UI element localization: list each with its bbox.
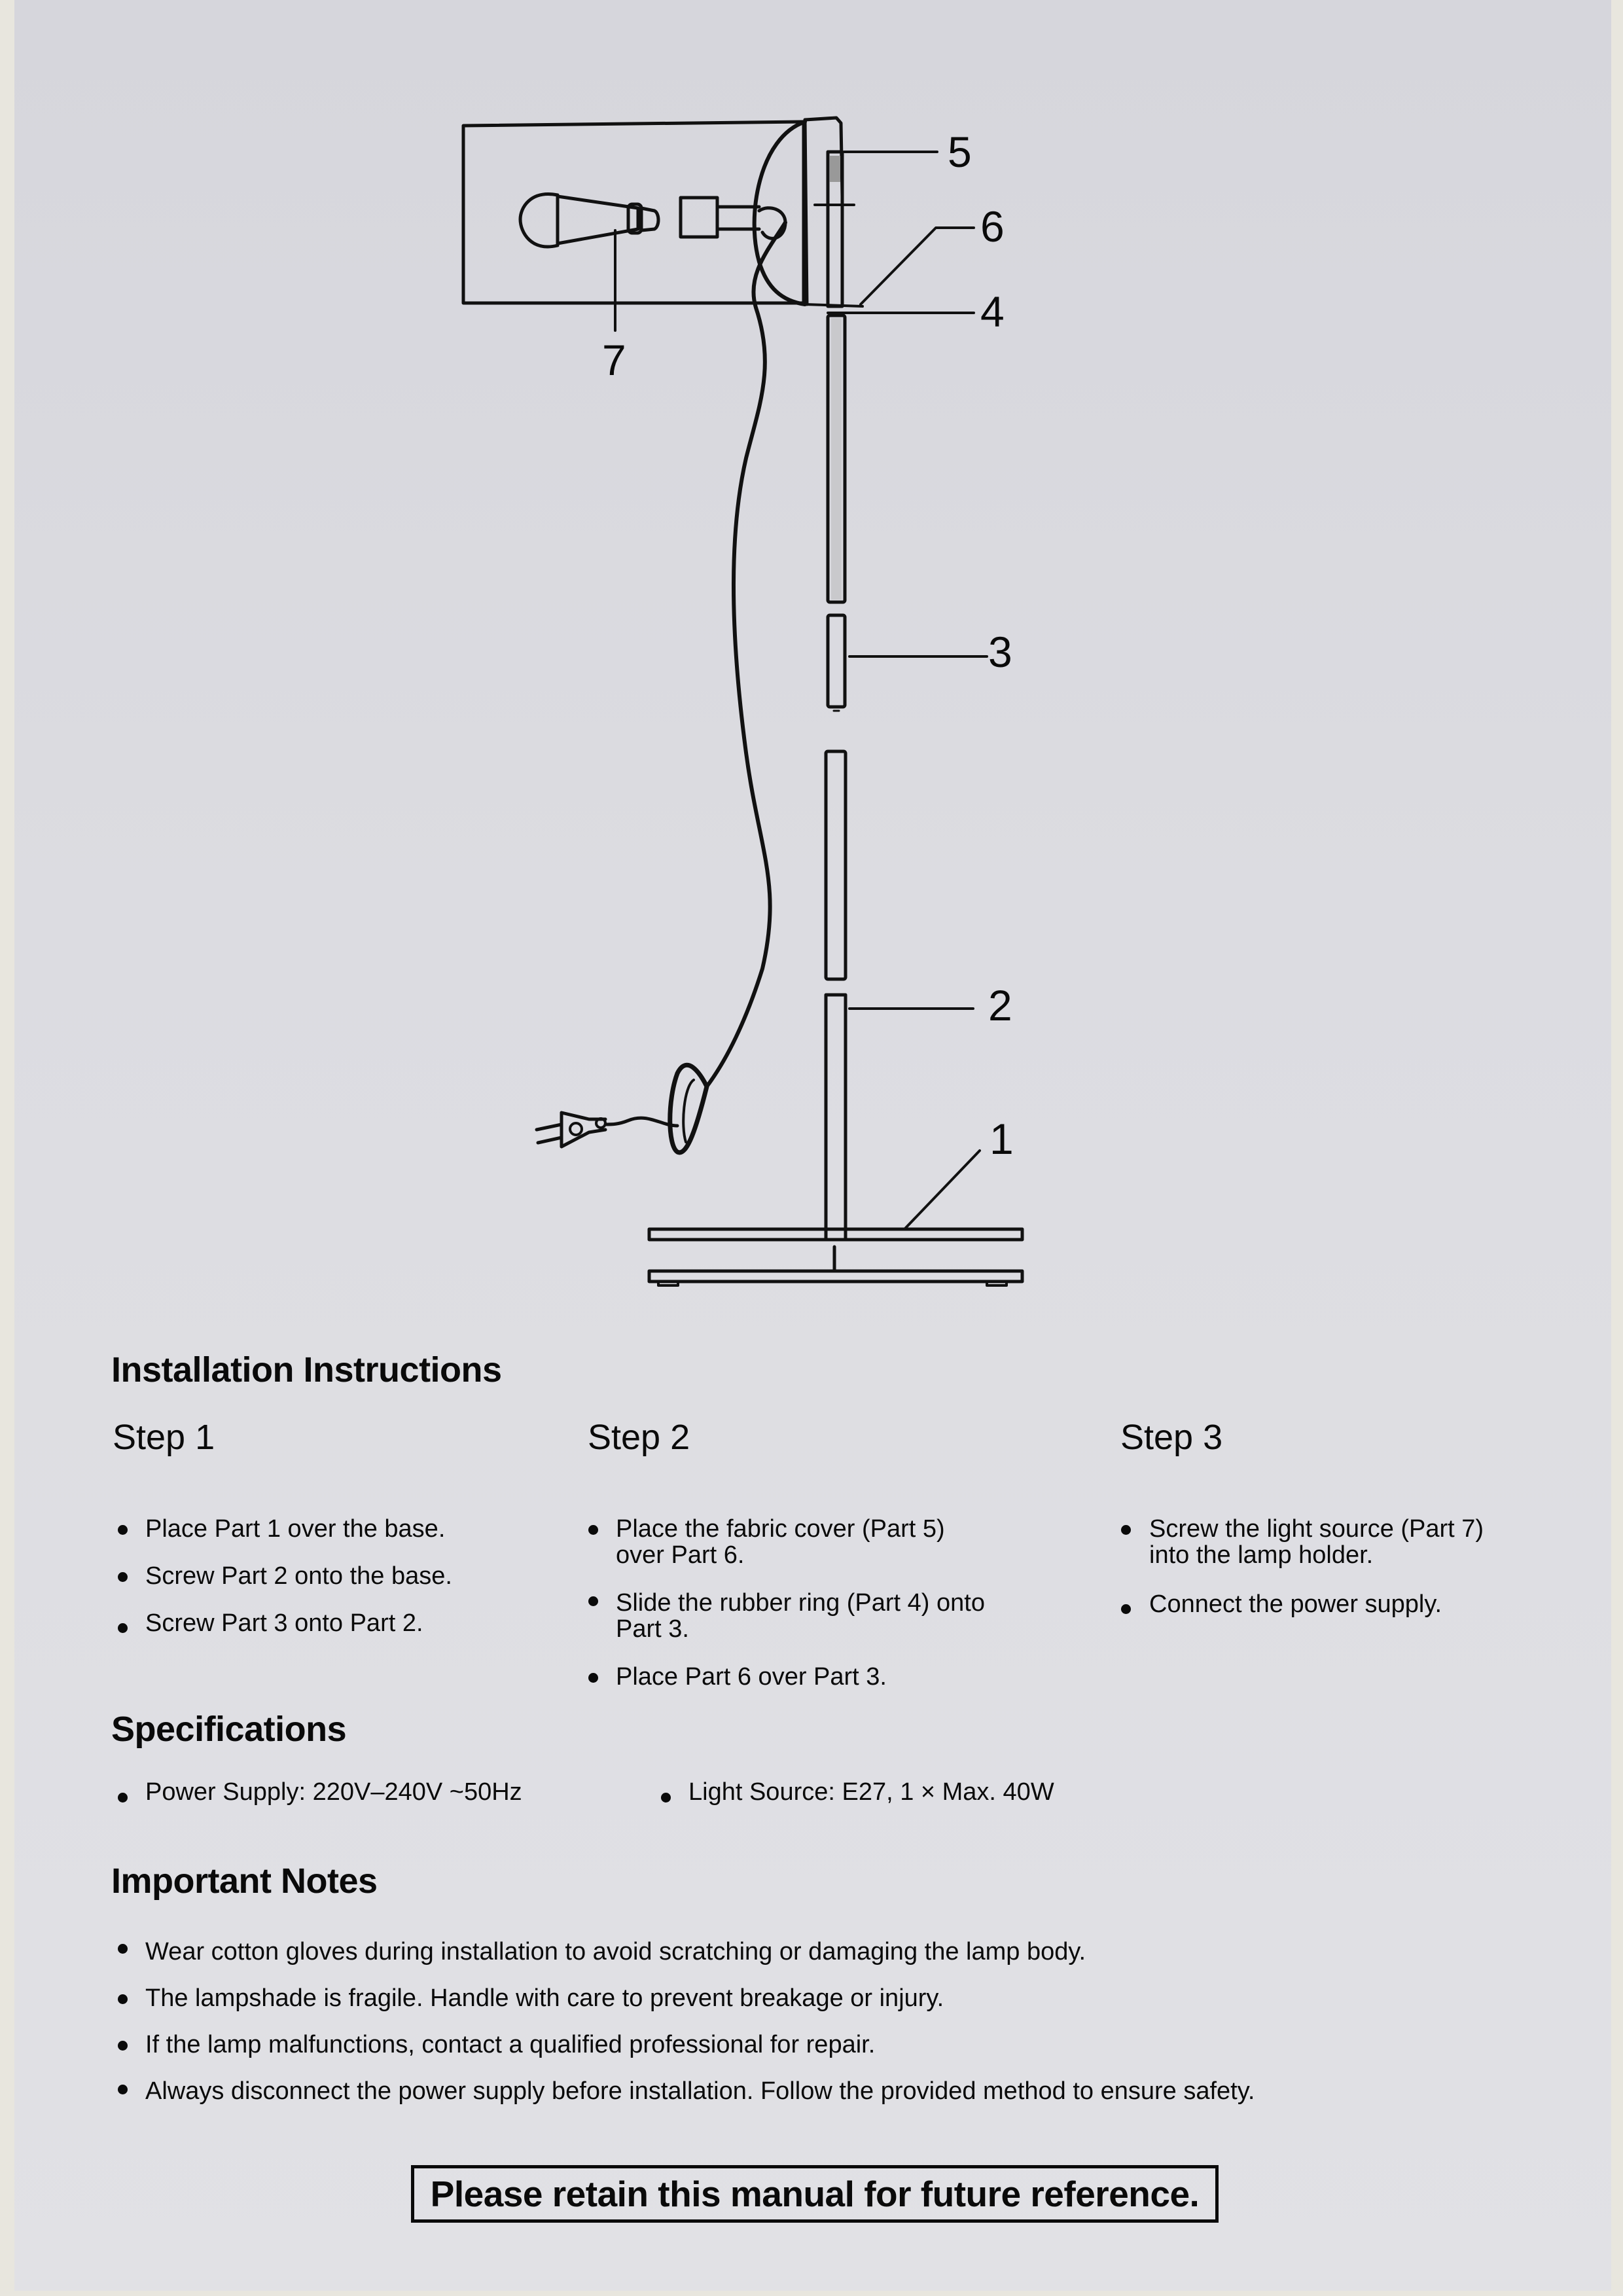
bullet-icon (588, 1525, 598, 1535)
list-item: Always disconnect the power supply before installation. Follow the provided method to ensure safety. (118, 2078, 1255, 2104)
bullet-icon (118, 2041, 128, 2051)
plug-icon (537, 1113, 605, 1147)
notes-title: Important Notes (111, 1861, 378, 1901)
list-item: The lampshade is fragile. Handle with care to prevent breakage or injury. (118, 1985, 1255, 2011)
list-item: Screw Part 3 onto Part 2. (118, 1610, 452, 1636)
bullet-icon (661, 1793, 671, 1803)
bullet-icon (118, 1793, 128, 1803)
notes-list (118, 1939, 1255, 2124)
list-item: Light Source: E27, 1 × Max. 40W (661, 1779, 1054, 1805)
bulb-part-7 (520, 191, 658, 331)
part-label-2: 2 (988, 981, 1012, 1030)
tube-part-2 (826, 995, 973, 1238)
list-item: Slide the rubber ring (Part 4) onto Part 3. (588, 1590, 985, 1642)
step-2-list (588, 1516, 985, 1710)
bullet-icon (588, 1596, 598, 1606)
list-item: Connect the power supply. (1121, 1591, 1484, 1617)
list-item: Wear cotton gloves during installation to avoid scratching or damaging the lamp body. (118, 1939, 1255, 1965)
part-label-3: 3 (988, 628, 1012, 676)
step-1-list (118, 1516, 452, 1656)
part-label-1: 1 (990, 1115, 1014, 1163)
bullet-icon (118, 1623, 128, 1633)
list-item: Screw the light source (Part 7) into the lamp holder. (1121, 1516, 1484, 1568)
base-part-1 (649, 1151, 1022, 1285)
step-1-title: Step 1 (113, 1418, 215, 1457)
retain-manual-notice: Please retain this manual for future reference. (411, 2165, 1219, 2223)
specifications-title: Specifications (111, 1710, 347, 1749)
part-label-5: 5 (948, 128, 972, 176)
part-label-6: 6 (980, 202, 1005, 251)
bullet-icon (118, 1525, 128, 1535)
list-item: Power Supply: 220V–240V ~50Hz (118, 1779, 522, 1805)
step-3-title: Step 3 (1120, 1418, 1223, 1457)
step-2-title: Step 2 (588, 1418, 690, 1457)
bullet-icon (118, 1572, 128, 1582)
part-label-4: 4 (980, 287, 1005, 336)
bullet-icon (118, 1944, 128, 1954)
lamp-holder (681, 198, 785, 238)
part-label-7: 7 (602, 336, 626, 384)
spec-item-power (118, 1779, 522, 1805)
bullet-icon (118, 1994, 128, 2004)
bullet-icon (1121, 1604, 1131, 1614)
power-cord (605, 223, 785, 1153)
step-3-list (1121, 1516, 1484, 1637)
tube-upper (828, 315, 845, 602)
tube-middle (826, 751, 846, 979)
tube-part-3 (828, 615, 987, 711)
bullet-icon (588, 1673, 598, 1683)
list-item: Place Part 6 over Part 3. (588, 1664, 985, 1690)
list-item: Place the fabric cover (Part 5) over Part 6. (588, 1516, 985, 1568)
installation-title: Installation Instructions (111, 1350, 502, 1390)
spec-item-light (661, 1779, 1054, 1805)
list-item: If the lamp malfunctions, contact a qualified professional for repair. (118, 2032, 1255, 2058)
list-item: Place Part 1 over the base. (118, 1516, 452, 1542)
bullet-icon (1121, 1525, 1131, 1535)
leader-line-6 (861, 228, 974, 304)
bullet-icon (118, 2085, 128, 2094)
lampshade-outline (463, 122, 804, 303)
shade-frame-part-6 (755, 118, 863, 306)
list-item: Screw Part 2 onto the base. (118, 1563, 452, 1589)
